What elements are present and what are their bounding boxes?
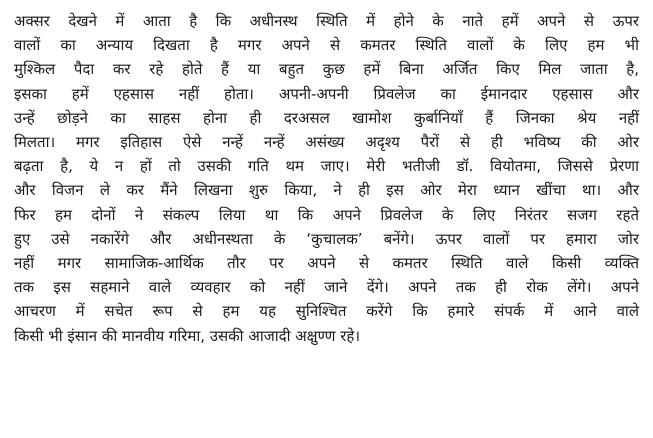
text-line-12: तक इस सहमाने वाले व्यवहार को नहीं जाने देंगे। अपने तक ही रोक लेंगे। अपने <box>14 278 639 297</box>
text-line-9: फिर हम दोनों ने संकल्प लिया था कि अपने प्रिवलेज के लिए निरंतर सजग रहते <box>14 205 639 224</box>
text-line-3: मुश्किल पैदा कर रहे होते हैं या बहुत कुछ हमें बिना अर्जित किए मिल जाता है, <box>14 60 639 79</box>
text-line-2: वालों का अन्याय दिखता है मगर अपने से कमतर स्थिति वालों के लिए हम भी <box>14 36 639 55</box>
text-line-13: आचरण में सचेत रूप से हम यह सुनिश्चित करेंगे कि हमारे संपर्क में आने वाले <box>14 302 639 321</box>
text-line-1: अक्सर देखने में आता है कि अधीनस्थ स्थिति में होने के नाते हमें अपने से ऊपर <box>14 12 639 30</box>
text-line-5: उन्हें छोड़ने का साहस होना ही दरअसल खामोश कुर्बानियाँ हैं जिनका श्रेय नहीं <box>14 108 639 127</box>
text-line-10: हुए उसे नकारेंगे और अधीनस्थता के ‘कुचालक’ बनेंगे। ऊपर वालों पर हमारा जोर <box>14 229 639 248</box>
body-paragraph <box>14 9 639 348</box>
text-line-14: किसी भी इंसान की मानवीय गरिमा, उसकी आजादी अक्षुण्ण रहे। <box>14 326 361 345</box>
text-line-4: इसका हमें एहसास नहीं होता। अपनी-अपनी प्रिवलेज का ईमानदार एहसास और <box>14 84 639 103</box>
text-line-6: मिलता। मगर इतिहास ऐसे नन्हें नन्हें असंख्य अदृश्य पैरों से ही भविष्य की ओर <box>14 133 639 152</box>
text-line-11: नहीं मगर सामाजिक-आर्थिक तौर पर अपने से कमतर स्थिति वाले किसी व्यक्ति <box>14 254 639 273</box>
text-line-8: और विजन ले कर मैंने लिखना शुरु किया, ने ही इस ओर मेरा ध्यान खींचा था। और <box>14 181 639 200</box>
text-line-7: बढ़ता है, ये न हों तो उसकी गति थम जाए। मेरी भतीजी डॉ. वियोतमा, जिससे प्रेरणा <box>14 157 639 176</box>
